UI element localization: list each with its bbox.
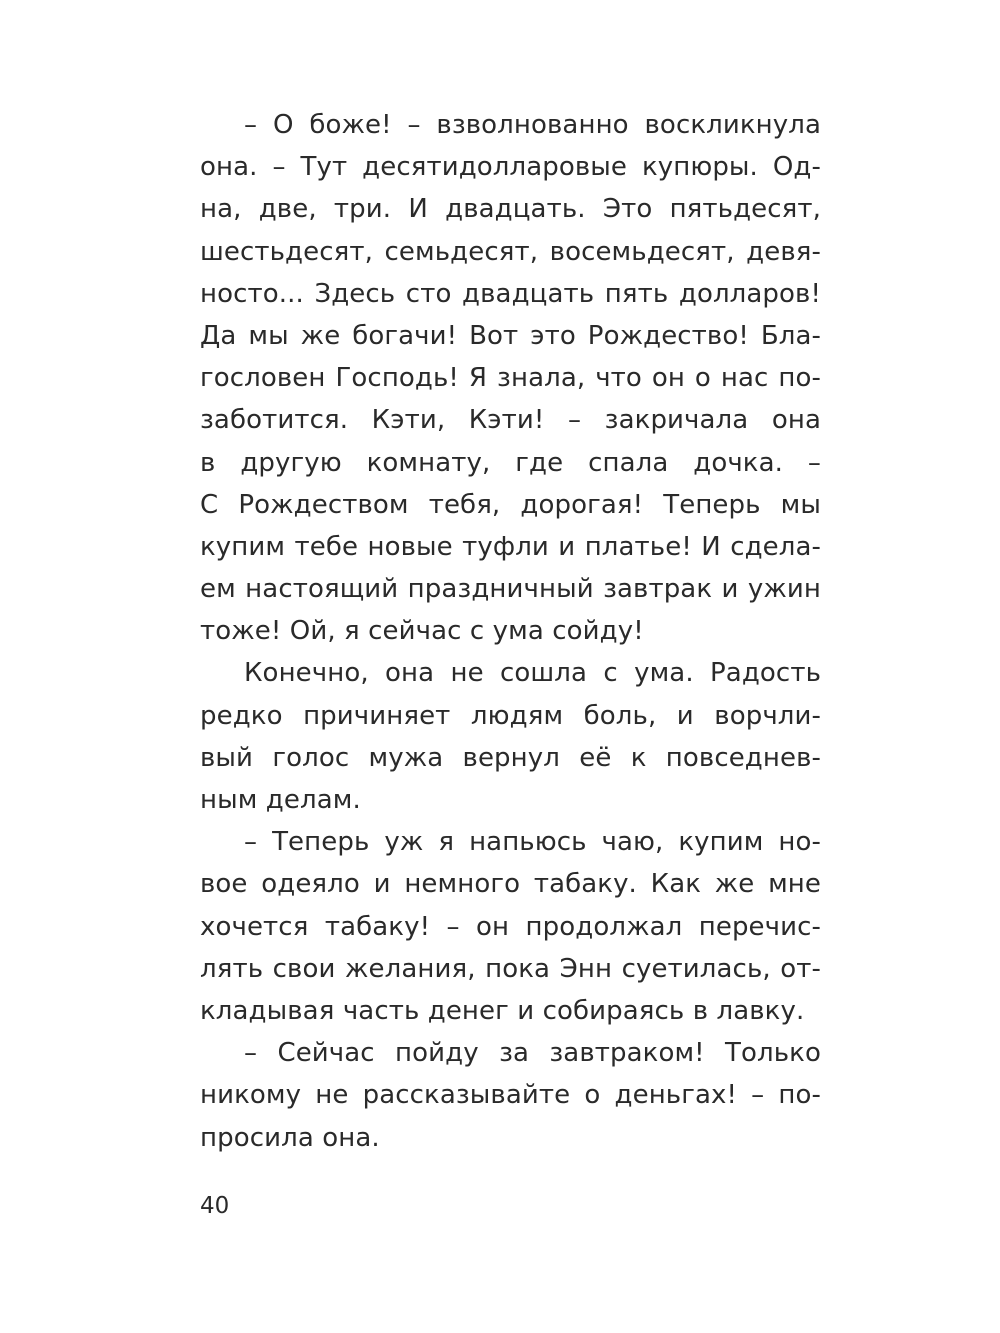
text-line: купим тебе новые туфли и платье! И сдела- xyxy=(200,531,821,562)
text-line: – О боже! – взволнованно воскликнула xyxy=(244,110,821,140)
text-line: С Рождеством тебя, дорогая! Теперь мы xyxy=(200,489,821,520)
text-line: Конечно, она не сошла с ума. Радость xyxy=(244,658,821,689)
text-line: шестьдесят, семьдесят, восемьдесят, девя- xyxy=(200,236,821,267)
text-line: вый голос мужа вернул её к повседнев- xyxy=(200,742,821,773)
text-line: тоже! Ой, я сейчас с ума сойду! xyxy=(200,616,644,647)
text-line: лять свои желания, пока Энн суетилась, от- xyxy=(200,953,821,984)
body-text xyxy=(200,104,821,1159)
text-line: ем настоящий праздничный завтрак и ужин xyxy=(200,574,821,605)
text-line: никому не рассказывайте о деньгах! – по- xyxy=(200,1080,821,1111)
text-line: в другую комнату, где спала дочка. – xyxy=(200,447,821,478)
text-line: ным делам. xyxy=(200,785,361,815)
text-line: носто... Здесь сто двадцать пять долларов! xyxy=(200,278,821,309)
text-line: – Сейчас пойду за завтраком! Только xyxy=(244,1038,821,1069)
text-line: вое одеяло и немного табаку. Как же мне xyxy=(200,869,821,900)
text-line: заботится. Кэти, Кэти! – закричала она xyxy=(200,405,821,436)
text-line: просила она. xyxy=(200,1122,380,1153)
text-line: она. – Тут десятидолларовые купюры. Од- xyxy=(200,152,821,183)
text-line: Да мы же богачи! Вот это Рождество! Бла- xyxy=(200,320,821,351)
text-line: кладывая часть денег и собираясь в лавку. xyxy=(200,995,805,1026)
page-number: 40 xyxy=(200,1193,230,1219)
text-line: редко причиняет людям боль, и ворчли- xyxy=(200,700,821,731)
text-line: гословен Господь! Я знала, что он о нас по- xyxy=(200,363,821,394)
text-line: на, две, три. И двадцать. Это пятьдесят, xyxy=(200,194,821,225)
text-line: хочется табаку! – он продолжал перечис- xyxy=(200,911,821,942)
text-line: – Теперь уж я напьюсь чаю, купим но- xyxy=(244,827,821,858)
